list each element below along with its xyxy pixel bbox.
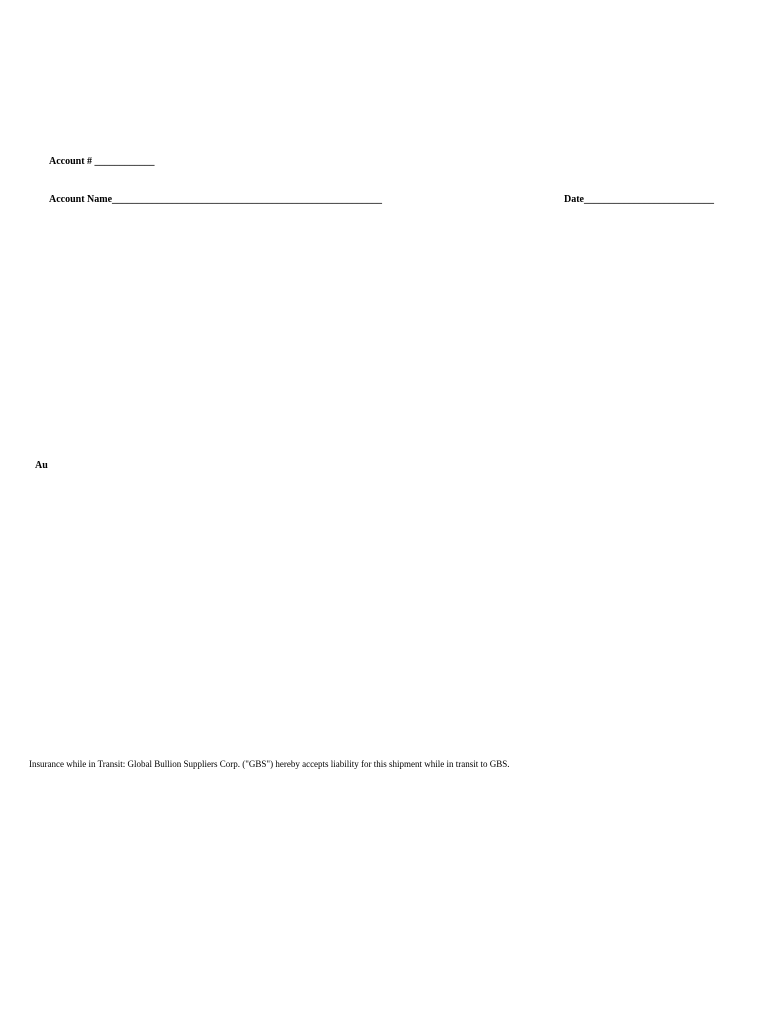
insurance-notice: Insurance while in Transit: Global Bullion Suppliers Corp. ("GBS") hereby accepts liability for this shipment while in transit to GBS.	[29, 759, 510, 769]
date-field[interactable]: Date__________________________	[564, 194, 714, 205]
account-name-field[interactable]: Account Name______________________________________________________	[49, 194, 383, 205]
account-number-field[interactable]: Account # ____________	[49, 156, 155, 167]
partial-text-fragment: Au	[35, 460, 48, 471]
